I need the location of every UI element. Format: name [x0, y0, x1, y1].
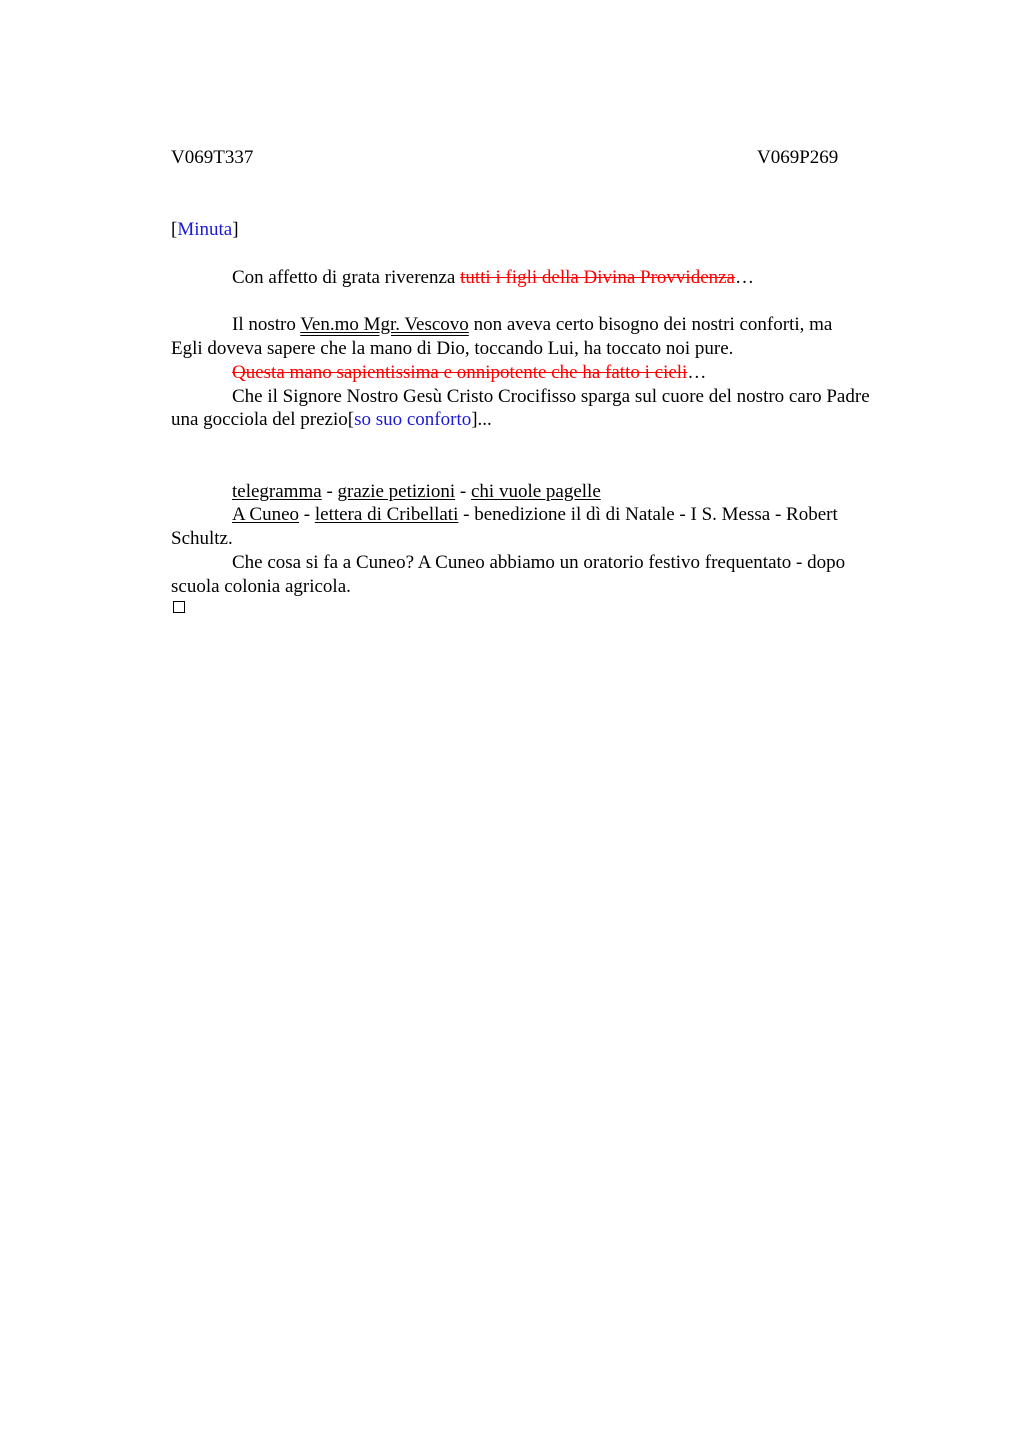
ellipsis: …: [735, 267, 754, 288]
paragraph-4-line-1: Che il Signore Nostro Gesù Cristo Crocifisso sparga sul cuore del nostro caro Padre: [232, 386, 870, 407]
separator: -: [455, 481, 471, 502]
inserted-text: so suo conforto: [354, 409, 472, 430]
notes-line-3: Che cosa si fa a Cuneo? A Cuneo abbiamo un oratorio festivo frequentato - dopo: [232, 552, 846, 573]
note-cuneo: A Cuneo: [232, 504, 300, 525]
bracket-open: [: [347, 409, 355, 430]
checkbox-square-icon: [173, 601, 185, 613]
minuta-label: [171, 218, 239, 242]
notes-line-2: [232, 503, 838, 527]
notes-line-1: [232, 480, 601, 504]
bracket-close: ]: [232, 219, 239, 240]
paragraph-1-text: Con affetto di grata riverenza: [232, 267, 461, 288]
note-grazie-petizioni: grazie petizioni: [337, 481, 456, 502]
paragraph-2-pre: Il nostro: [232, 314, 301, 335]
paragraph-2-post: non aveva certo bisogno dei nostri conforti, ma: [468, 314, 833, 335]
paragraph-2-line-1: [232, 313, 832, 337]
header-right-code: V069P269: [757, 147, 839, 168]
header-left-code: V069T337: [171, 147, 254, 168]
paragraph-4-line-2: [171, 408, 492, 432]
bracket-open: [: [171, 219, 178, 240]
bracket-close: ]: [471, 409, 478, 430]
note-telegramma: telegramma: [232, 481, 322, 502]
paragraph-1: [232, 266, 754, 290]
paragraph-4-pre: una gocciola del prezio: [171, 409, 348, 430]
notes-line-2-cont: Schultz.: [171, 528, 233, 549]
separator: -: [299, 504, 315, 525]
paragraph-4-post: ...: [477, 409, 492, 430]
deleted-text: tutti i figli della Divina Provvidenza: [460, 267, 735, 288]
notes-line-2-rest: - benedizione il dì di Natale - I S. Messa - Robert: [458, 504, 838, 525]
ellipsis: …: [687, 362, 707, 383]
deleted-text: Questa mano sapientissima e onnipotente che ha fatto i cieli: [232, 362, 688, 383]
underlined-bishop: Ven.mo Mgr. Vescovo: [300, 314, 469, 335]
minuta-text: Minuta: [177, 219, 233, 240]
notes-line-3-cont: scuola colonia agricola.: [171, 576, 351, 597]
paragraph-2-line-2: Egli doveva sapere che la mano di Dio, toccando Lui, ha toccato noi pure.: [171, 338, 734, 359]
note-cribellati: lettera di Cribellati: [314, 504, 459, 525]
paragraph-3: [232, 361, 706, 385]
note-pagelle: chi vuole pagelle: [470, 481, 601, 502]
separator: -: [321, 481, 338, 502]
